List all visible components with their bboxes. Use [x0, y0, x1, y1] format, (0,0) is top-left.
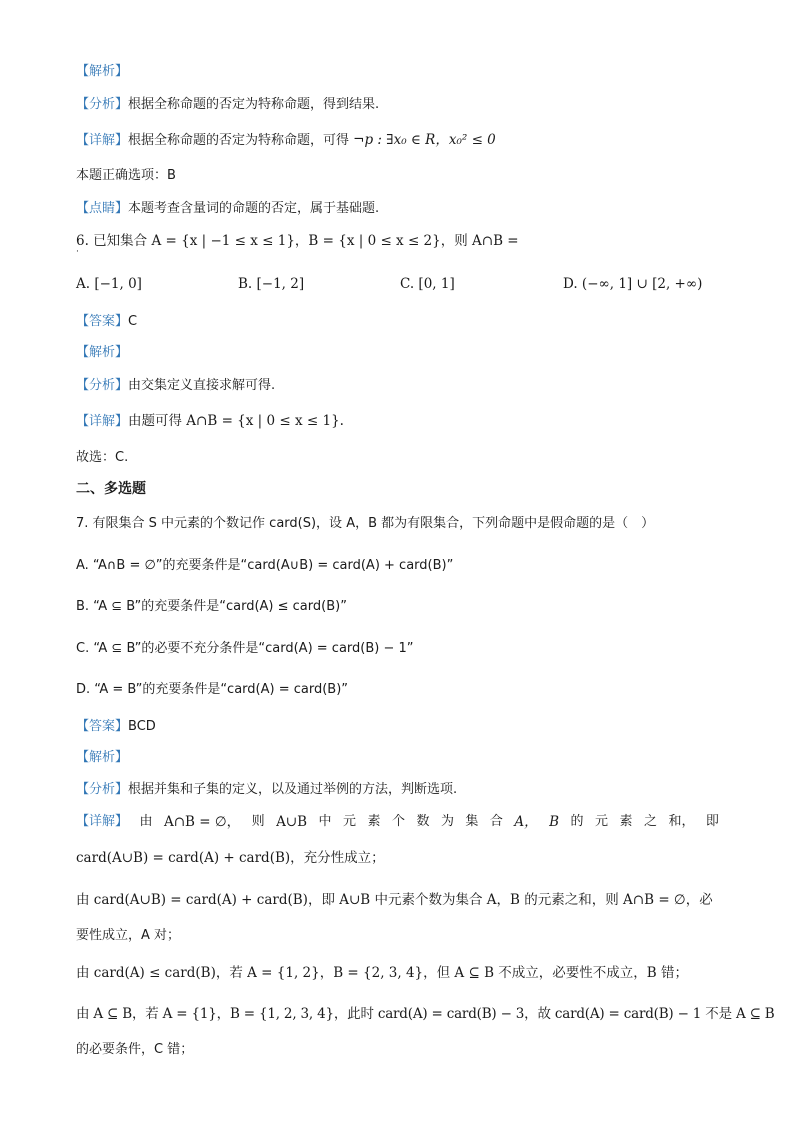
- analysis-text: 根据全称命题的否定为特称命题，得到结果.: [128, 97, 380, 112]
- q7-detail-line6: 由 A ⊆ B，若 A = {1}，B = {1, 2, 3, 4}，此时 card(A) = card(B) − 3，故 card(A) = card(B) − 1 不是 A ⊆ B: [76, 1006, 775, 1022]
- detail-word: 元: [594, 814, 608, 829]
- q6-analysis: [76, 376, 275, 396]
- detail-word: 和，: [668, 814, 695, 829]
- analysis-label: 【分析】: [76, 782, 129, 797]
- answer-value: C: [128, 314, 138, 329]
- q7-detail-line7: 的必要条件，C 错；: [76, 1042, 194, 1057]
- analysis-label: 【分析】: [76, 378, 129, 393]
- detail-word: A∪B: [276, 814, 308, 830]
- jiexi-heading: 【解析】: [76, 64, 129, 79]
- detail-word: 素: [367, 814, 381, 829]
- detail-word: 的: [570, 814, 584, 829]
- q7-analysis: [76, 780, 457, 800]
- analysis-text: 由交集定义直接求解可得.: [128, 378, 276, 393]
- q5-analysis: [76, 95, 379, 115]
- q6-dot: ·: [76, 247, 79, 257]
- detail-word: 即: [705, 814, 719, 829]
- q6-stem: 6. 已知集合 A = {x | −1 ≤ x ≤ 1}，B = {x | 0 ≤ x ≤ 2}，则 A∩B =: [76, 233, 519, 249]
- detail-text: 由题可得 A∩B = {x | 0 ≤ x ≤ 1}.: [128, 413, 344, 429]
- detail-word: 数: [416, 814, 430, 829]
- answer-value: BCD: [128, 719, 156, 734]
- detail-word: 个: [391, 814, 405, 829]
- remark-label: 【点睛】: [76, 201, 129, 216]
- detail-math: ¬p : ∃x₀ ∈ R，x₀² ≤ 0: [353, 132, 496, 148]
- q7-answer: [76, 717, 156, 737]
- q7-detail-line4: 要性成立，A 对；: [76, 928, 181, 943]
- analysis-text: 根据并集和子集的定义，以及通过举例的方法，判断选项.: [128, 782, 458, 797]
- detail-word: A，: [514, 814, 538, 830]
- q7-option-d: D. “A = B”的充要条件是“card(A) = card(B)”: [76, 682, 349, 697]
- q7-detail-line1: [76, 812, 719, 832]
- q7-stem: 7. 有限集合 S 中元素的个数记作 card(S)，设 A，B 都为有限集合，下列命题中是假命题的是（ ）: [76, 516, 655, 531]
- q7-option-c: C. “A ⊆ B”的必要不充分条件是“card(A) = card(B) − 1”: [76, 641, 414, 656]
- detail-word: 集: [465, 814, 479, 829]
- q5-answer-line: 本题正确选项：B: [76, 168, 176, 183]
- jiexi-heading: 【解析】: [76, 345, 129, 360]
- detail-text: 根据全称命题的否定为特称命题，可得: [128, 133, 350, 148]
- jiexi-heading: 【解析】: [76, 750, 129, 765]
- q7-detail-line3: 由 card(A∪B) = card(A) + card(B)，即 A∪B 中元素个数为集合 A，B 的元素之和，则 A∩B = ∅，必: [76, 892, 713, 908]
- detail-word: 之: [643, 814, 657, 829]
- detail-label: 【详解】: [76, 414, 129, 429]
- q6-option-b: B. [−1, 2]: [238, 276, 305, 292]
- q6-option-c: C. [0, 1]: [400, 276, 455, 292]
- section-title: 二、多选题: [76, 481, 146, 497]
- detail-label: 【详解】: [76, 133, 129, 148]
- detail-word: B: [549, 814, 560, 830]
- q7-option-a: A. “A∩B = ∅”的充要条件是“card(A∪B) = card(A) + card(B)”: [76, 558, 454, 573]
- q6-detail: [76, 411, 344, 432]
- remark-text: 本题考查含量词的命题的否定，属于基础题.: [128, 201, 380, 216]
- analysis-label: 【分析】: [76, 97, 129, 112]
- q6-answer: [76, 312, 137, 332]
- q7-option-b: B. “A ⊆ B”的充要条件是“card(A) ≤ card(B)”: [76, 599, 347, 614]
- detail-word: 则: [251, 814, 265, 829]
- q5-remark: [76, 199, 379, 219]
- detail-word: 素: [619, 814, 633, 829]
- q7-detail-line5: 由 card(A) ≤ card(B)，若 A = {1, 2}，B = {2, 3, 4}，但 A ⊆ B 不成立，必要性不成立，B 错；: [76, 965, 688, 981]
- answer-label: 【答案】: [76, 719, 129, 734]
- detail-word: 元: [343, 814, 357, 829]
- detail-word: 由: [139, 814, 153, 829]
- detail-label: 【详解】: [76, 814, 129, 829]
- detail-word: A∩B = ∅，: [163, 814, 241, 830]
- detail-word: 中: [318, 814, 332, 829]
- q7-detail-line2: card(A∪B) = card(A) + card(B)，充分性成立；: [76, 850, 385, 866]
- answer-label: 【答案】: [76, 314, 129, 329]
- q5-detail: [76, 130, 496, 151]
- q6-option-a: A. [−1, 0]: [76, 276, 142, 292]
- q6-option-d: D. (−∞, 1] ∪ [2, +∞): [563, 276, 703, 292]
- q6-choice: 故选：C.: [76, 450, 129, 465]
- detail-word: 合: [489, 814, 503, 829]
- detail-word: 为: [440, 814, 454, 829]
